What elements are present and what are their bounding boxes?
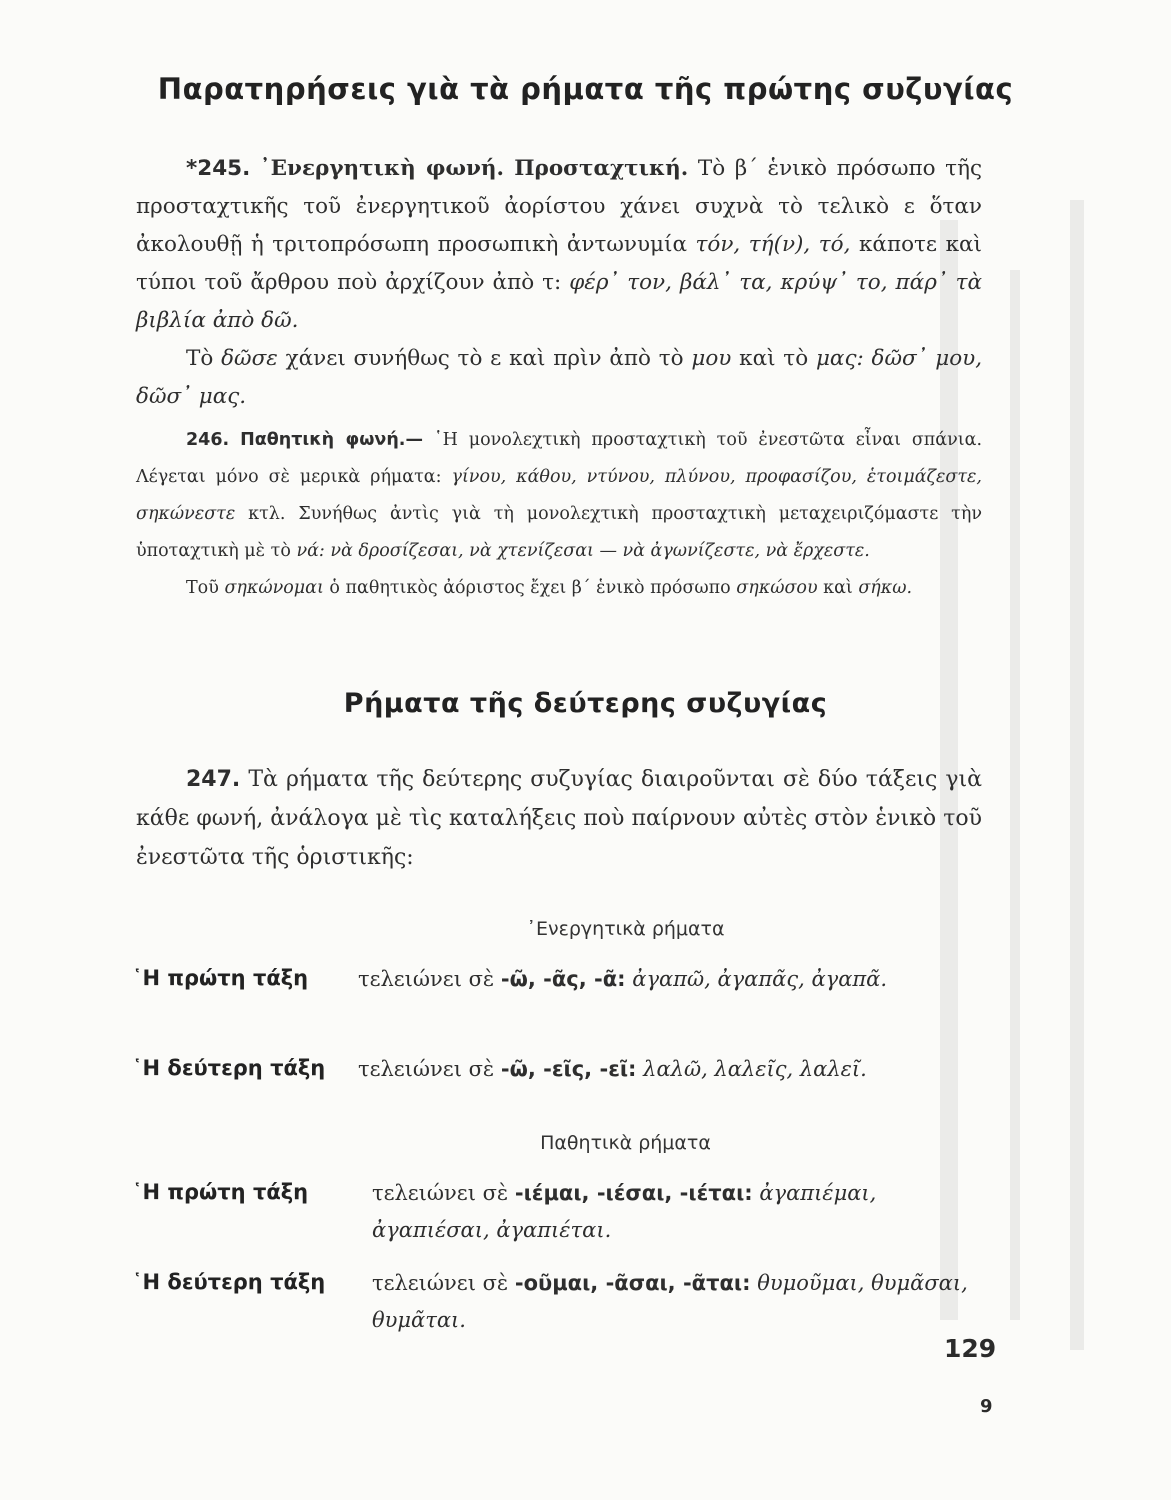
passive-class-2-label: ῾Η δεύτερη τάξη xyxy=(132,1270,326,1294)
paragraph-text-2: κάποτε καὶ τύποι τοῦ ἄρθρου ποὺ ἀρχίζουν ἀπὸ τ: xyxy=(136,232,982,295)
active-verbs-subtitle: ᾿Ενεργητικὰ ρήματα xyxy=(526,918,725,940)
sheet-number: 9 xyxy=(980,1396,993,1417)
note-example: σήκω. xyxy=(858,578,913,598)
passive-verbs-subtitle: Παθητικὰ ρήματα xyxy=(540,1132,711,1154)
note-word: μας: xyxy=(815,346,864,371)
note-text: καὶ τὸ xyxy=(739,346,809,371)
examples-2: νὰ δροσίζεσαι, νὰ χτενίζεσαι — νὰ ἀγωνίζεστε, νὰ ἔρχεστε. xyxy=(330,541,870,561)
na-word: νά: xyxy=(296,541,325,561)
examples: γίνου, κάθου, ντύνου, πλύνου, προφασίζου, ἑτοιμάζεστε, σηκώνεστε xyxy=(136,467,982,524)
row-lead: τελειώνει σὲ xyxy=(372,1271,509,1295)
section-title-2: Ρήματα τῆς δεύτερης συζυγίας xyxy=(343,688,828,719)
paragraph-245 xyxy=(136,150,982,340)
note-word: δῶσε xyxy=(221,346,278,371)
note-text: ὁ παθητικὸς ἀόριστος ἔχει β΄ ἑνικὸ πρόσωπο xyxy=(329,578,731,598)
paragraph-text: Τὰ ρήματα τῆς δεύτερης συζυγίας διαιροῦνται σὲ δύο τάξεις γιὰ κάθε φωνή, ἀνάλογα μὲ τὶς καταλήξεις ποὺ παίρνουν αὐτὲς στὸν ἑνικὸ τοῦ ἐνεστῶτα τῆς ὁριστικῆς: xyxy=(136,767,983,870)
note-word: μου xyxy=(691,346,732,371)
note-examples: δῶσ᾿ μου, δῶσ᾿ μας. xyxy=(136,346,983,409)
paragraph-text: Τὸ β΄ ἑνικὸ πρόσωπο τῆς προσταχτικῆς τοῦ ἐνεργητικοῦ ἀορίστου χάνει συχνὰ τὸ τελικὸ ε ὅταν ἀκολουθῇ ἡ τριτοπρόσωπη προσωπικὴ ἀντωνυμία xyxy=(136,156,982,257)
active-class-2-text xyxy=(358,1051,984,1088)
active-class-1-label: ῾Η πρώτη τάξη xyxy=(132,966,309,990)
row-examples: θυμοῦμαι, θυμᾶσαι, θυμᾶται. xyxy=(372,1271,968,1332)
page-number: 129 xyxy=(944,1334,997,1363)
row-endings: -ῶ, -εῖς, -εῖ: xyxy=(500,1057,637,1081)
paragraph-247 xyxy=(136,760,982,877)
passive-class-1-text xyxy=(372,1175,984,1249)
row-examples: ἀγαπῶ, ἀγαπᾶς, ἀγαπᾶ. xyxy=(632,967,888,991)
row-examples: λαλῶ, λαλεῖς, λαλεῖ. xyxy=(643,1057,867,1081)
passive-class-1-label: ῾Η πρώτη τάξη xyxy=(132,1180,309,1204)
row-endings: -οῦμαι, -ᾶσαι, -ᾶται: xyxy=(514,1271,751,1295)
active-class-2-label: ῾Η δεύτερη τάξη xyxy=(132,1056,326,1080)
note-text: καὶ xyxy=(823,578,853,598)
paragraph-246 xyxy=(136,422,982,570)
note-example: σηκώσου xyxy=(736,578,818,598)
row-endings: -ιέμαι, -ιέσαι, -ιέται: xyxy=(514,1181,753,1205)
paragraph-text: ῾Η μονολεχτικὴ προσταχτικὴ τοῦ ἐνεστῶτα εἶναι σπάνια. Λέγεται μόνο σὲ μερικὰ ρήματα: xyxy=(136,430,983,487)
paragraph-heading: Παθητικὴ φωνή.— xyxy=(240,430,423,450)
row-examples: ἀγαπιέμαι, ἀγαπιέσαι, ἀγαπιέται. xyxy=(372,1181,877,1242)
section-title: Παρατηρήσεις γιὰ τὰ ρήματα τῆς πρώτης συζυγίας xyxy=(157,72,1014,106)
row-lead: τελειώνει σὲ xyxy=(358,967,495,991)
paragraph-number: *245. xyxy=(186,156,251,181)
paragraph-heading: ᾿Ενεργητικὴ φωνή. Προσταχτική. xyxy=(259,156,689,181)
row-lead: τελειώνει σὲ xyxy=(358,1057,495,1081)
active-class-1-text xyxy=(358,961,984,998)
note-text: Τοῦ xyxy=(186,578,219,598)
note-word: σηκώνομαι xyxy=(224,578,324,598)
row-lead: τελειώνει σὲ xyxy=(372,1181,509,1205)
row-endings: -ῶ, -ᾶς, -ᾶ: xyxy=(500,967,626,991)
paragraph-number: 246. xyxy=(186,430,230,450)
paragraph-246-note xyxy=(136,570,982,607)
examples: φέρ᾿ τον, βάλ᾿ τα, κρύψ᾿ το, πάρ᾿ τὰ βιβλία ἀπὸ δῶ. xyxy=(136,270,982,333)
pronoun-list: τόν, τή(ν), τό, xyxy=(695,232,851,257)
passive-class-2-text xyxy=(372,1265,984,1339)
paragraph-number: 247. xyxy=(186,767,241,792)
note-text: Τὸ xyxy=(186,346,214,371)
paragraph-text-2: κτλ. Συνήθως ἀντὶς γιὰ τὴ μονολεχτικὴ προσταχτικὴ μεταχειριζόμαστε τὴν ὑποταχτικὴ μὲ τὸ xyxy=(136,504,982,561)
note-text: χάνει συνήθως τὸ ε καὶ πρὶν ἀπὸ τὸ xyxy=(285,346,684,371)
paragraph-245-note xyxy=(136,340,982,416)
